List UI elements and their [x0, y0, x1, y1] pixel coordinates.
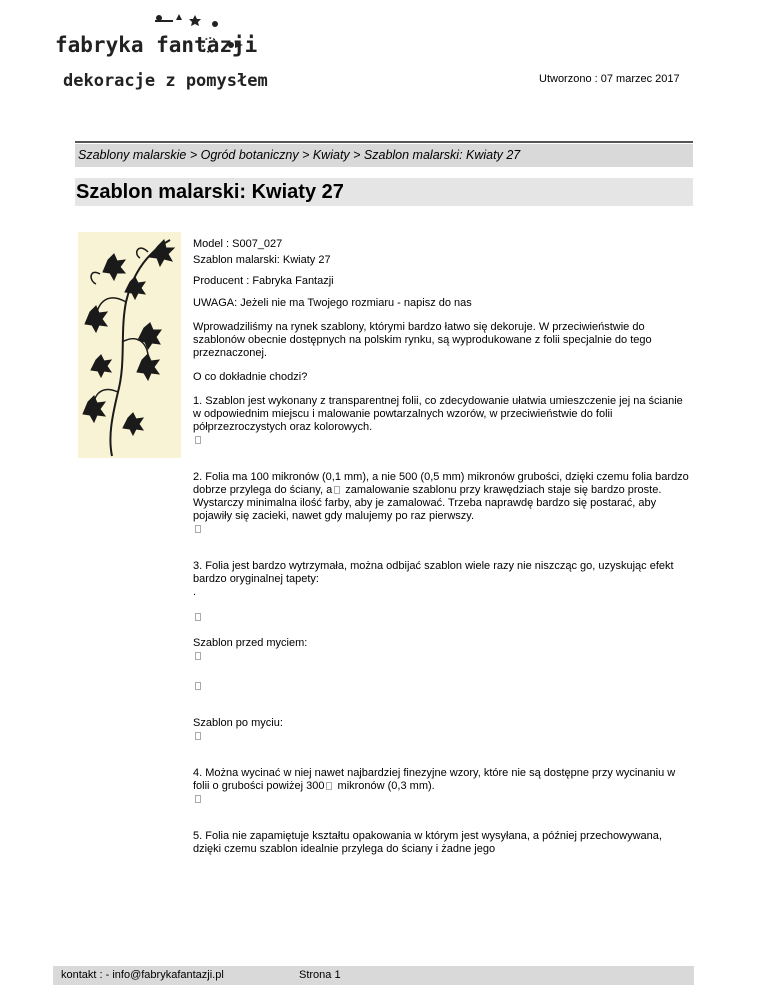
created-date: Utworzono : 07 marzec 2017 [539, 73, 680, 85]
point-3-text: 3. Folia jest bardzo wytrzymała, można odbijać szablon wiele razy nie niszcząc go, uzyskując efekt bardzo oryginalnej tapety: [193, 560, 674, 585]
missing-glyph [193, 793, 693, 806]
footer-page-number: Strona 1 [299, 969, 341, 981]
before-wash-label: Szablon przed myciem: [193, 637, 308, 649]
footer-contact: kontakt : - info@fabrykafantazji.pl [61, 969, 224, 981]
point-2-text-a: 2. Folia ma 100 mikronów (0,1 mm), a nie 500 (0,5 mm) mikronów grubości, dzięki czemu folia bardzo dobrze przylega do ściany, a [193, 471, 689, 496]
product-name-text: Szablon malarski: Kwiaty 27 [193, 254, 331, 266]
missing-glyph-icon [195, 732, 201, 740]
missing-glyph [193, 680, 693, 693]
missing-glyph [193, 650, 693, 663]
point-2-text [193, 471, 693, 523]
footer [53, 966, 694, 985]
missing-glyph-icon [195, 525, 201, 533]
point-5-text: 5. Folia nie zapamiętuje kształtu opakowania w którym jest wysyłana, a później przechowywana, dzięki czemu szablon idealnie przylega do ściany i żadne jego [193, 830, 662, 855]
missing-glyph [193, 611, 693, 624]
missing-glyph-icon [195, 613, 201, 621]
dot-text: . [193, 586, 197, 598]
missing-glyph [193, 523, 693, 536]
warning-text: UWAGA: Jeżeli nie ma Twojego rozmiaru - napisz do nas [193, 297, 472, 309]
producer-text: Producent : Fabryka Fantazji [193, 275, 334, 287]
missing-glyph-icon [195, 652, 201, 660]
missing-glyph-icon [195, 682, 201, 690]
model-text: Model : S007_027 [193, 238, 283, 250]
missing-glyph [193, 434, 693, 447]
point-4-text-a: 4. Można wycinać w niej nawet najbardziej finezyjne wzory, które nie są dostępne przy wycinaniu w folii o grubości powiżej 300 [193, 767, 676, 792]
product-details [193, 238, 693, 856]
title-bar [75, 178, 693, 206]
missing-glyph [193, 730, 693, 743]
product-image [78, 232, 181, 458]
point-4-text [193, 767, 693, 793]
point-2-text-b: zamalowanie szablonu przy krawędziach staje się bardzo proste. Wystarczy minimalna ilość farby, aby je zamalować. Trzeba naprawdę bardzo się postarać, aby pojawiły się zacieki, nawet gdy malujemy po raz pierwszy. [193, 484, 662, 522]
point-1-text: 1. Szablon jest wykonany z transparentnej folii, co zdecydowanie ułatwia umieszczenie jej na ścianie w odpowiednim miejscu i malowanie powtarzalnych wzorów, w przeciwieństwie do folii półprzezroczystych oraz kolorowych. [193, 395, 683, 433]
after-wash-label: Szablon po myciu: [193, 717, 283, 729]
missing-glyph-icon [326, 782, 332, 790]
point-4-text-b: mikronów (0,3 mm). [334, 780, 435, 792]
question-text: O co dokładnie chodzi? [193, 371, 308, 383]
logo-text-line1: fabryka fantazji [55, 33, 258, 57]
breadcrumb: Szablony malarskie > Ogród botaniczny > Kwiaty > Szablon malarski: Kwiaty 27 [75, 144, 693, 167]
missing-glyph-icon [195, 795, 201, 803]
page-title: Szablon malarski: Kwiaty 27 [76, 181, 344, 203]
header-divider [75, 141, 693, 143]
missing-glyph-icon [195, 436, 201, 444]
logo-text-line2: dekoracje z pomysłem [63, 71, 268, 91]
intro-paragraph: Wprowadziliśmy na rynek szablony, którymi bardzo łatwo się dekoruje. W przeciwieństwie do szablonów obecnie dostępnych na polskim rynku, są wyprodukowane z folii specjalnie do tego przeznaczonej. [193, 321, 652, 359]
missing-glyph-icon [334, 486, 340, 494]
fabryka-fantazji-logo [55, 14, 268, 94]
